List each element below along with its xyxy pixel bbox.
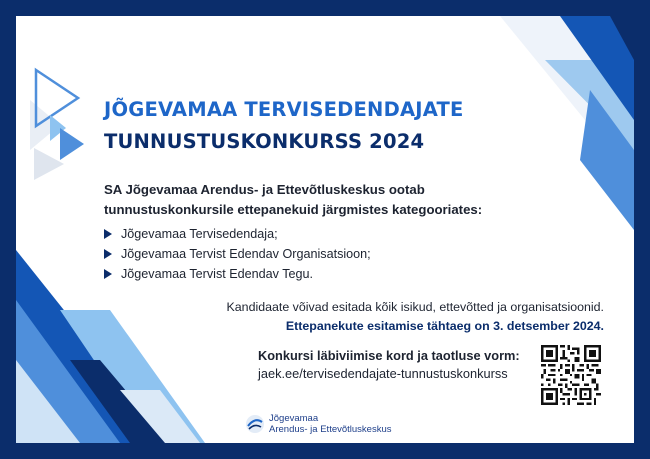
logo-line-1: Jõgevamaa — [269, 413, 319, 424]
list-item — [104, 244, 371, 264]
headline — [104, 94, 464, 158]
category-label: Jõgevamaa Tervist Edendav Tegu. — [121, 267, 314, 281]
logo-wordmark — [269, 413, 392, 435]
triangle-bullet-icon — [104, 269, 112, 279]
intro-line-1: SA Jõgevamaa Arendus- ja Ettevõtluskeskus ootab — [104, 182, 425, 197]
triangle-bullet-icon — [104, 229, 112, 239]
organization-logo — [244, 413, 392, 435]
intro-line-2: tunnustuskonkursile ettepanekuid järgmistes kategooriates: — [104, 202, 483, 217]
deadline-text: Ettepanekute esitamise tähtaeg on 3. detsember 2024. — [285, 319, 604, 333]
qr-code[interactable] — [541, 345, 601, 405]
category-list — [104, 224, 371, 284]
category-label: Jõgevamaa Tervisedendaja; — [121, 227, 278, 241]
procedure-label: Konkursi läbiviimise kord ja taotluse vorm: — [258, 348, 520, 363]
contest-link[interactable]: jaek.ee/tervisedendajate-tunnustuskonkurss — [258, 366, 508, 381]
list-item — [104, 264, 371, 284]
category-label: Jõgevamaa Tervist Edendav Organisatsioon; — [121, 247, 371, 261]
logo-line-2: Arendus- ja Ettevõtluskeskus — [269, 424, 392, 435]
headline-line-2: TUNNUSTUSKONKURSS 2024 — [104, 130, 425, 153]
headline-line-1: JÕGEVAMAA TERVISEDENDAJATE — [104, 98, 464, 121]
triangle-bullet-icon — [104, 249, 112, 259]
eligibility-text: Kandidaate võivad esitada kõik isikud, ettevõtted ja organisatsioonid. — [226, 300, 604, 314]
intro-text — [104, 180, 482, 220]
globe-logo-icon — [244, 413, 266, 435]
list-item — [104, 224, 371, 244]
